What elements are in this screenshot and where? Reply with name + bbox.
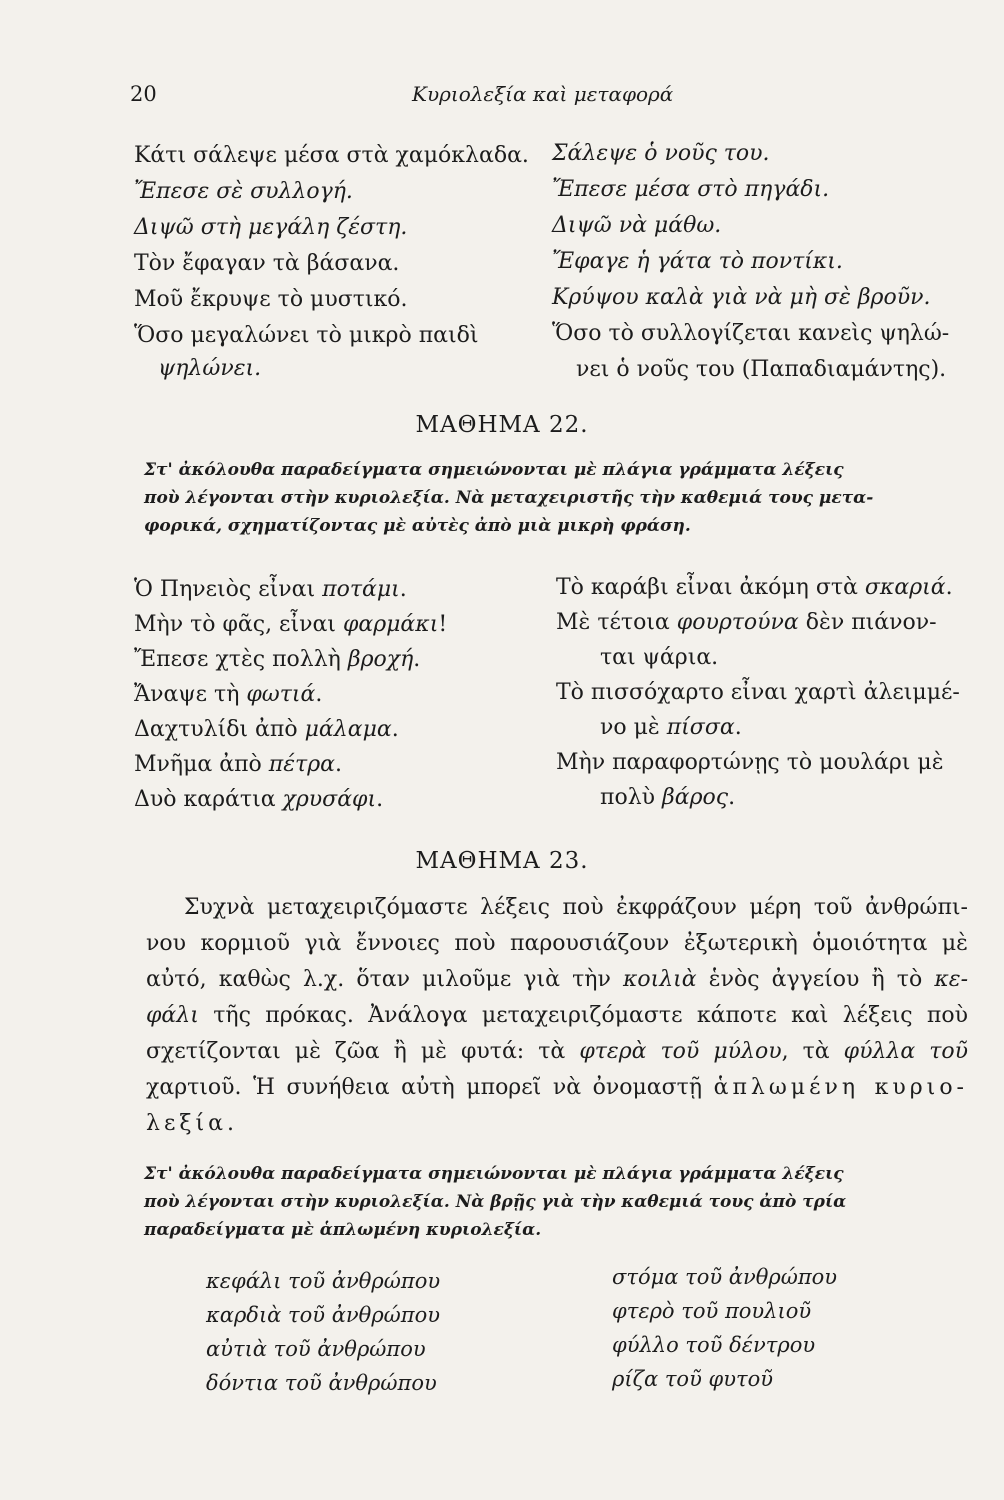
- page-number: 20: [130, 82, 157, 106]
- paragraph-line: χαρτιοῦ. Ἡ συνήθεια αὐτὴ μπορεῖ νὰ ὀνομαστῇ ἁπλωμένη κυριο-: [146, 1075, 968, 1100]
- example-line: νο μὲ πίσσα.: [600, 715, 742, 740]
- list-item: καρδιὰ τοῦ ἀνθρώπου: [206, 1303, 441, 1327]
- running-title: Κυριολεξία καὶ μεταφορά: [412, 82, 674, 106]
- paragraph-line: νου κορμιοῦ γιὰ ἔννοιες ποὺ παρουσιάζουν ἐξωτερικὴ ὁμοιότητα μὲ: [146, 931, 968, 956]
- instruction-line: Στ' ἀκόλουθα παραδείγματα σημειώνονται μὲ πλάγια γράμματα λέξεις: [144, 460, 844, 480]
- example-line: πολὺ βάρος.: [600, 785, 736, 810]
- lesson-22-left-column: [134, 572, 447, 817]
- lesson-23-instructions: [144, 1160, 964, 1244]
- lesson-22-right-column: [556, 570, 960, 815]
- list-item: δόντια τοῦ ἀνθρώπου: [206, 1371, 437, 1395]
- example-line: Τὸν ἔφαγαν τὰ βάσανα.: [134, 251, 400, 276]
- lesson-22-title: ΜΑΘΗΜΑ 22.: [415, 412, 589, 438]
- lesson-23-title: ΜΑΘΗΜΑ 23.: [415, 848, 589, 874]
- example-line: Μὲ τέτοια φουρτούνα δὲν πιάνον-: [556, 610, 937, 635]
- example-line: Ἔπεσε μέσα στὸ πηγάδι.: [552, 177, 830, 202]
- example-line: Τὸ καράβι εἶναι ἀκόμη στὰ σκαριά.: [556, 575, 953, 600]
- example-line: Μοῦ ἔκρυψε τὸ μυστικό.: [134, 287, 408, 312]
- example-line: Σάλεψε ὁ νοῦς του.: [552, 141, 770, 166]
- example-line: Ἔφαγε ἡ γάτα τὸ ποντίκι.: [552, 249, 843, 274]
- example-line: Ἔπεσε σὲ συλλογή.: [134, 179, 353, 204]
- lesson-23-left-list: [206, 1264, 440, 1400]
- paragraph-line: σχετίζονται μὲ ζῶα ἢ μὲ φυτά: τὰ φτερὰ τοῦ μύλου, τὰ φύλλα τοῦ: [146, 1039, 969, 1064]
- instruction-line: παραδείγματα μὲ ἁπλωμένη κυριολεξία.: [144, 1220, 542, 1240]
- lesson-22-instructions: [144, 456, 964, 540]
- page-header: [130, 82, 980, 110]
- instruction-line: φορικά, σχηματίζοντας μὲ αὐτὲς ἀπὸ μιὰ μικρὴ φράση.: [144, 516, 691, 536]
- paragraph-line: αὐτό, καθὼς λ.χ. ὅταν μιλοῦμε γιὰ τὴν κοιλιὰ ἑνὸς ἀγγείου ἢ τὸ κε-: [146, 967, 969, 992]
- list-item: ρίζα τοῦ φυτοῦ: [612, 1367, 774, 1391]
- example-line: Μὴν τὸ φᾶς, εἶναι φαρμάκι!: [134, 612, 448, 637]
- example-line: Κάτι σάλεψε μέσα στὰ χαμόκλαδα.: [134, 143, 529, 168]
- example-line: Μνῆμα ἀπὸ πέτρα.: [134, 752, 343, 777]
- examples-left-column: [134, 138, 529, 384]
- instruction-line: Στ' ἀκόλουθα παραδείγματα σημειώνονται μὲ πλάγια γράμματα λέξεις: [144, 1164, 844, 1184]
- example-line: Διψῶ στὴ μεγάλη ζέστη.: [134, 215, 408, 240]
- example-line: Ὅσο τὸ συλλογίζεται κανεὶς ψηλώ-: [552, 321, 950, 346]
- list-item: φύλλο τοῦ δέντρου: [612, 1333, 816, 1357]
- list-item: φτερὸ τοῦ πουλιοῦ: [612, 1299, 812, 1323]
- example-line: ψηλώνει.: [158, 356, 262, 381]
- example-line: ται ψάρια.: [600, 645, 719, 670]
- example-line: Τὸ πισσόχαρτο εἶναι χαρτὶ ἀλειμμέ-: [556, 680, 960, 705]
- example-line: Μὴν παραφορτώνῃς τὸ μουλάρι μὲ: [556, 750, 944, 775]
- example-line: Κρύψου καλὰ γιὰ νὰ μὴ σὲ βροῦν.: [552, 285, 931, 310]
- lesson-23-paragraph: [146, 890, 968, 1142]
- lesson-23-right-list: [612, 1260, 837, 1396]
- paragraph-line: φάλι τῆς πρόκας. Ἀνάλογα μεταχειριζόμαστε κάποτε καὶ λέξεις ποὺ: [146, 1003, 968, 1028]
- example-line: Ἔπεσε χτὲς πολλὴ βροχή.: [134, 647, 421, 672]
- example-line: Δαχτυλίδι ἀπὸ μάλαμα.: [134, 717, 399, 742]
- list-item: στόμα τοῦ ἀνθρώπου: [612, 1265, 838, 1289]
- example-line: Διψῶ νὰ μάθω.: [552, 213, 722, 238]
- example-line: Ἄναψε τὴ φωτιά.: [134, 682, 323, 707]
- example-line: Ὅσο μεγαλώνει τὸ μικρὸ παιδὶ: [134, 323, 479, 348]
- paragraph-line: Συχνὰ μεταχειριζόμαστε λέξεις ποὺ ἐκφράζουν μέρη τοῦ ἀνθρώπι-: [184, 895, 968, 920]
- list-item: κεφάλι τοῦ ἀνθρώπου: [206, 1269, 441, 1293]
- example-line: νει ὁ νοῦς του (Παπαδιαμάντης).: [576, 357, 947, 382]
- example-line: Δυὸ καράτια χρυσάφι.: [134, 787, 384, 812]
- list-item: αὐτιὰ τοῦ ἀνθρώπου: [206, 1337, 426, 1361]
- paragraph-line: λεξία.: [146, 1111, 238, 1136]
- examples-right-column: [552, 136, 949, 388]
- instruction-line: ποὺ λέγονται στὴν κυριολεξία. Νὰ μεταχειριστῆς τὴν καθεμιά τους μετα-: [144, 488, 874, 508]
- instruction-line: ποὺ λέγονται στὴν κυριολεξία. Νὰ βρῇς γιὰ τὴν καθεμιά τους ἀπὸ τρία: [144, 1192, 847, 1212]
- example-line: Ὁ Πηνειὸς εἶναι ποτάμι.: [134, 577, 407, 602]
